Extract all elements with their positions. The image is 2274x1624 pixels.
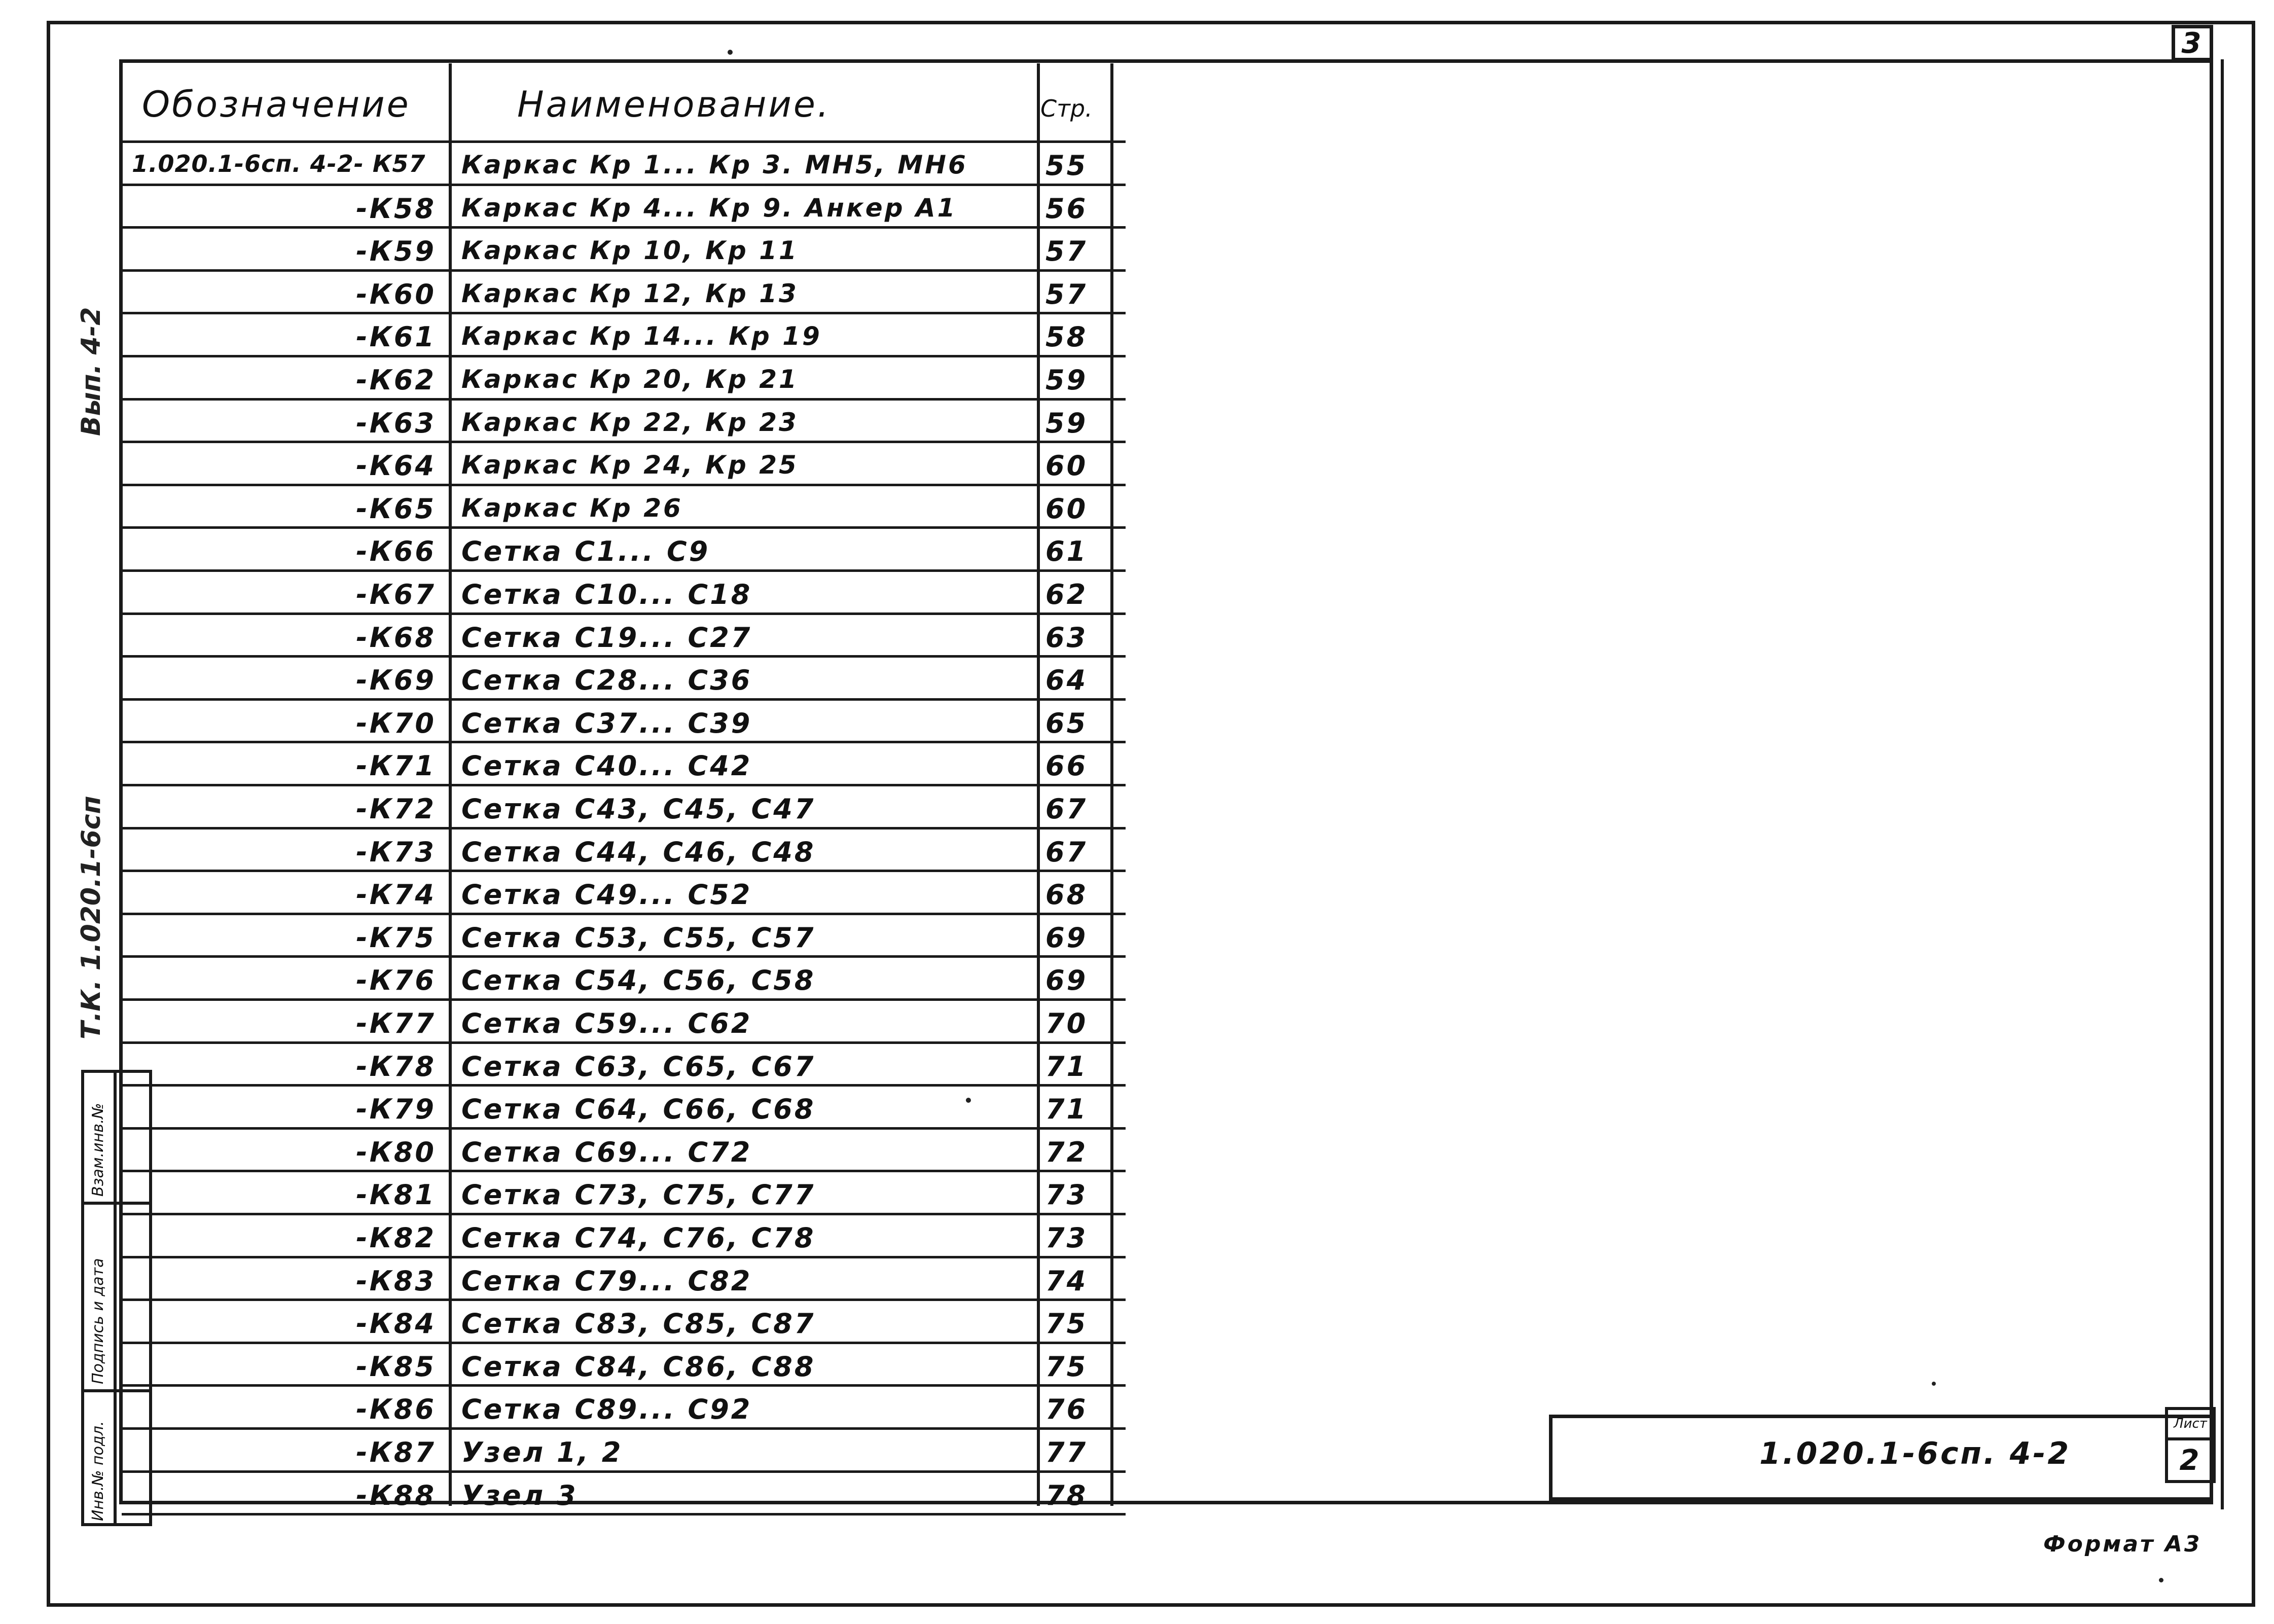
row-designation: -К83: [356, 1265, 436, 1297]
row-designation: -К79: [356, 1093, 436, 1126]
row-page: 66: [1045, 750, 1088, 782]
table-row: [122, 572, 1126, 615]
row-name: Сетка С83, С85, С87: [461, 1308, 816, 1340]
stamp-label-replaced-inv: Взам.инв.№: [89, 1103, 107, 1197]
table-row: [122, 658, 1126, 701]
row-name: Сетка С59... С62: [461, 1007, 752, 1039]
row-page: 63: [1045, 621, 1088, 654]
row-name: Каркас Кр 22, Кр 23: [461, 407, 799, 437]
row-designation: 1.020.1-6сп. 4-2- К57: [132, 150, 426, 177]
row-name: Каркас Кр 14... Кр 19: [461, 321, 822, 351]
row-designation: -К65: [356, 492, 436, 525]
table-row: [122, 1258, 1126, 1302]
header-name: Наименование.: [517, 84, 831, 125]
row-page: 69: [1045, 921, 1088, 954]
row-page: 73: [1045, 1179, 1088, 1211]
row-page: 60: [1045, 492, 1088, 525]
row-page: 73: [1045, 1222, 1088, 1254]
header-designation: Обозначение: [142, 84, 411, 125]
left-stamp: [81, 1070, 152, 1526]
right-frame-rule: [2221, 59, 2224, 1509]
table-row: [122, 1430, 1126, 1473]
table-row: [122, 786, 1126, 829]
row-name: Каркас Кр 20, Кр 21: [461, 365, 799, 394]
row-designation: -К61: [356, 321, 436, 353]
table-row: [122, 1044, 1126, 1087]
row-page: 75: [1045, 1308, 1088, 1340]
scan-speck: [728, 50, 733, 55]
row-name: Сетка С79... С82: [461, 1265, 752, 1297]
stamp-divider: [81, 1202, 152, 1205]
table-row: [122, 486, 1126, 529]
row-designation: -К66: [356, 535, 436, 568]
row-name: Каркас Кр 24, Кр 25: [461, 450, 799, 480]
table-row: [122, 701, 1126, 744]
stamp-label-original-inv: Инв.№ подл.: [89, 1421, 107, 1521]
row-designation: -К73: [356, 836, 436, 868]
row-name: Сетка С1... С9: [461, 535, 710, 568]
table-row: [122, 743, 1126, 786]
table-row: [122, 1301, 1126, 1344]
table-row: [122, 1473, 1126, 1516]
row-page: 71: [1045, 1050, 1088, 1082]
row-page: 75: [1045, 1350, 1088, 1383]
row-designation: -К58: [356, 192, 436, 225]
row-name: Каркас Кр 1... Кр 3. МН5, МН6: [461, 150, 968, 179]
table-row: [122, 186, 1126, 229]
row-page: 64: [1045, 664, 1088, 697]
row-name: Сетка С74, С76, С78: [461, 1222, 816, 1254]
row-page: 71: [1045, 1093, 1088, 1126]
row-name: Сетка С44, С46, С48: [461, 836, 816, 868]
row-page: 76: [1045, 1393, 1088, 1426]
row-designation: -К62: [356, 364, 436, 396]
row-name: Каркас Кр 10, Кр 11: [461, 236, 799, 266]
table-row: [122, 443, 1126, 486]
row-page: 62: [1045, 579, 1088, 610]
row-designation: -К74: [356, 879, 436, 911]
row-designation: -К67: [356, 579, 436, 610]
table-row: [122, 1387, 1126, 1430]
row-page: 56: [1045, 192, 1088, 225]
document-code: 1.020.1-6сп. 4-2: [1759, 1436, 2071, 1471]
table-row: [122, 1130, 1126, 1173]
row-designation: -К60: [356, 278, 436, 310]
row-designation: -К68: [356, 621, 436, 654]
row-name: Сетка С37... С39: [461, 707, 752, 739]
row-designation: -К59: [356, 235, 436, 268]
row-name: Сетка С43, С45, С47: [461, 793, 816, 825]
row-name: Сетка С28... С36: [461, 664, 752, 697]
table-row: [122, 401, 1126, 444]
row-name: Узел 3: [461, 1479, 578, 1511]
row-page: 55: [1045, 150, 1088, 182]
row-designation: -К84: [356, 1308, 436, 1340]
issue-label: Вып. 4-2: [76, 307, 106, 436]
row-designation: -К88: [356, 1479, 436, 1511]
format-label: Формат А3: [2043, 1531, 2202, 1557]
row-page: 61: [1045, 535, 1088, 568]
table-row: [122, 272, 1126, 315]
row-name: Сетка С69... С72: [461, 1136, 752, 1168]
row-name: Сетка С49... С52: [461, 879, 752, 911]
row-page: 67: [1045, 793, 1088, 825]
table-row: [122, 1087, 1126, 1130]
table-row: [122, 1215, 1126, 1258]
row-page: 70: [1045, 1007, 1088, 1039]
row-name: Узел 1, 2: [461, 1436, 623, 1468]
row-page: 74: [1045, 1265, 1088, 1297]
stamp-value-column: [114, 1070, 152, 1526]
row-designation: -К70: [356, 707, 436, 739]
row-page: 72: [1045, 1136, 1088, 1168]
sheet-label: Лист: [2165, 1407, 2216, 1437]
row-name: Каркас Кр 12, Кр 13: [461, 278, 799, 308]
row-name: Сетка С64, С66, С68: [461, 1093, 816, 1126]
table-row: [122, 143, 1126, 186]
table-row: [122, 357, 1126, 401]
table-row: [122, 529, 1126, 572]
table-row: [122, 1172, 1126, 1215]
row-page: 78: [1045, 1479, 1088, 1511]
table-row: [122, 615, 1126, 658]
table-row: [122, 829, 1126, 873]
table-row: [122, 958, 1126, 1001]
row-name: Каркас Кр 4... Кр 9. Анкер А1: [461, 193, 957, 223]
row-name: Сетка С89... С92: [461, 1393, 752, 1426]
row-designation: -К69: [356, 664, 436, 697]
scan-speck: [966, 1098, 971, 1103]
row-page: 57: [1045, 278, 1088, 310]
row-page: 60: [1045, 450, 1088, 482]
row-designation: -К64: [356, 450, 436, 482]
stamp-label-signature-date: Подпись и дата: [89, 1258, 107, 1384]
row-name: Сетка С63, С65, С67: [461, 1050, 816, 1082]
row-page: 77: [1045, 1436, 1088, 1468]
table-row: [122, 1344, 1126, 1387]
row-page: 68: [1045, 879, 1088, 911]
series-label: Т.К. 1.020.1-6сп: [76, 796, 106, 1039]
row-designation: -К86: [356, 1393, 436, 1426]
row-page: 65: [1045, 707, 1088, 739]
row-designation: -К85: [356, 1350, 436, 1383]
row-designation: -К81: [356, 1179, 436, 1211]
row-designation: -К78: [356, 1050, 436, 1082]
table-row: [122, 872, 1126, 915]
top-sheet-number: 3: [2172, 25, 2213, 61]
row-name: Сетка С84, С86, С88: [461, 1350, 816, 1383]
row-page: 67: [1045, 836, 1088, 868]
scan-speck: [1932, 1382, 1936, 1386]
row-page: 58: [1045, 321, 1088, 353]
row-page: 59: [1045, 407, 1088, 439]
row-designation: -К87: [356, 1436, 436, 1468]
specification-table: [122, 63, 1141, 1513]
table-row: [122, 229, 1126, 272]
table-row: [122, 1001, 1126, 1044]
table-row: [122, 314, 1126, 357]
table-header-row: [122, 63, 1126, 143]
row-name: Сетка С10... С18: [461, 579, 752, 610]
row-name: Сетка С54, С56, С58: [461, 964, 816, 997]
table-row: [122, 915, 1126, 958]
row-designation: -К76: [356, 964, 436, 997]
row-name: Сетка С73, С75, С77: [461, 1179, 816, 1211]
row-page: 59: [1045, 364, 1088, 396]
row-page: 57: [1045, 235, 1088, 268]
header-page: Стр.: [1040, 95, 1093, 122]
row-designation: -К71: [356, 750, 436, 782]
scan-speck: [2159, 1578, 2163, 1582]
stamp-divider: [81, 1389, 152, 1392]
sheet-number: 2: [2165, 1437, 2216, 1483]
row-designation: -К72: [356, 793, 436, 825]
row-designation: -К80: [356, 1136, 436, 1168]
row-designation: -К82: [356, 1222, 436, 1254]
row-designation: -К75: [356, 921, 436, 954]
row-name: Каркас Кр 26: [461, 493, 683, 523]
row-designation: -К77: [356, 1007, 436, 1039]
row-name: Сетка С40... С42: [461, 750, 752, 782]
row-name: Сетка С19... С27: [461, 621, 752, 654]
row-designation: -К63: [356, 407, 436, 439]
row-name: Сетка С53, С55, С57: [461, 921, 816, 954]
row-page: 69: [1045, 964, 1088, 997]
